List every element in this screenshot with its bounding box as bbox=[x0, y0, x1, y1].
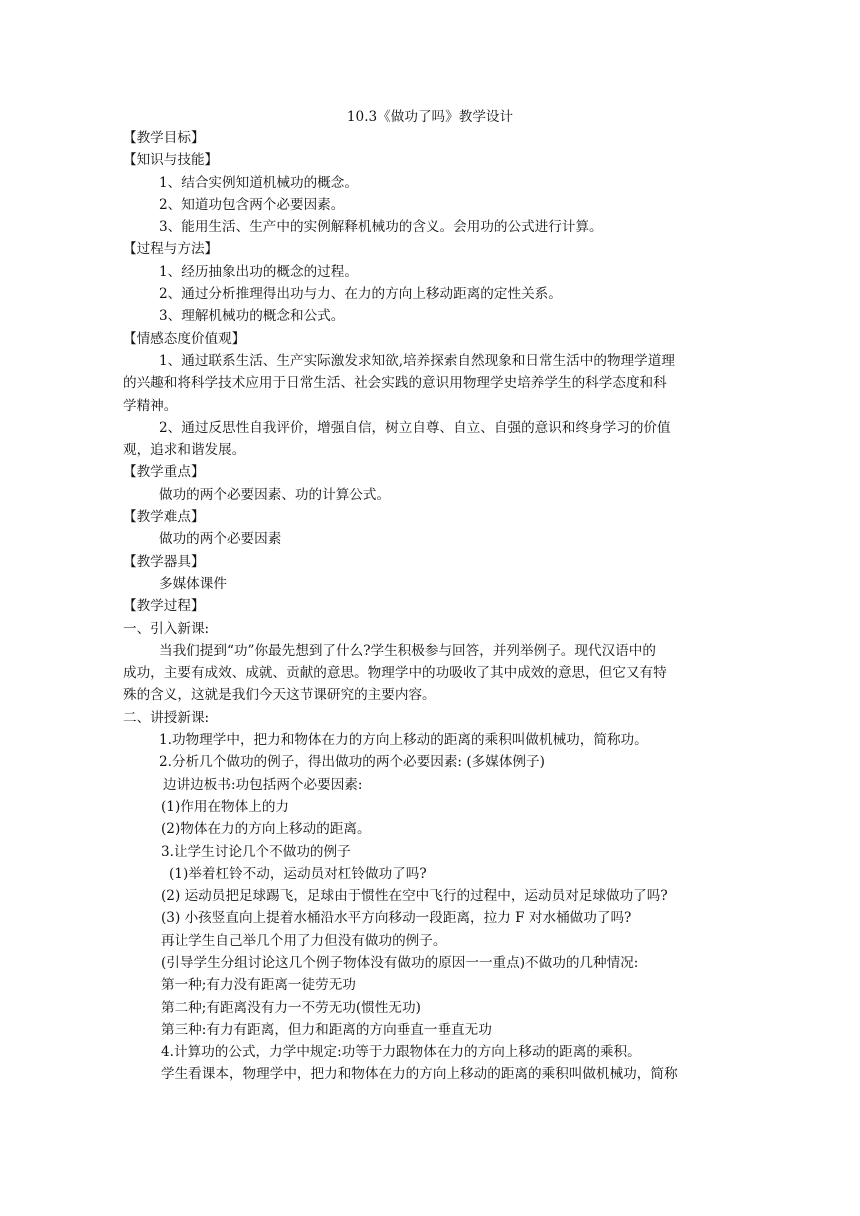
text-line: 1.功物理学中，把力和物体在力的方向上移动的距离的乘积叫做机械功，简称功。 bbox=[159, 732, 648, 749]
text-line: 一、引入新课: bbox=[123, 620, 210, 637]
text-line: 3、理解机械功的概念和公式。 bbox=[159, 308, 345, 325]
text-line: (1)举着杠铃不动，运动员对杠铃做功了吗? bbox=[169, 865, 427, 882]
text-line: 1、结合实例知道机械功的概念。 bbox=[159, 174, 358, 191]
text-line: 3、能用生活、生产中的实例解释机械功的含义。会用功的公式进行计算。 bbox=[159, 219, 603, 236]
text-line: 【教学器具】 bbox=[123, 553, 205, 570]
text-line: 再让学生自己举几个用了力但没有做功的例子。 bbox=[161, 932, 447, 949]
text-line: 殊的含义，这就是我们今天这节课研究的主要内容。 bbox=[123, 687, 436, 704]
text-line: 【知识与技能】 bbox=[123, 152, 219, 169]
text-line: 二、讲授新课: bbox=[123, 709, 210, 726]
text-line: 做功的两个必要因素 bbox=[159, 531, 282, 548]
text-line: 1、通过联系生活、生产实际激发求知欲,培养探索自然现象和日常生活中的物理学道理 bbox=[159, 352, 675, 369]
text-line: (1)作用在物体上的力 bbox=[161, 798, 290, 815]
text-line: 学生看课本，物理学中，把力和物体在力的方向上移动的距离的乘积叫做机械功，简称 bbox=[161, 1066, 678, 1083]
text-line: 2、通过分析推理得出功与力、在力的方向上移动距离的定性关系。 bbox=[159, 286, 562, 303]
text-line: (3) 小孩竖直向上提着水桶沿水平方向移动一段距离，拉力 F 对水桶做功了吗? bbox=[161, 910, 632, 927]
text-line: 【情感态度价值观】 bbox=[123, 330, 246, 347]
text-line: (引导学生分组讨论这几个例子物体没有做功的原因一一重点)不做功的几种情况: bbox=[161, 954, 639, 971]
document-body bbox=[123, 127, 738, 1086]
text-line: 【过程与方法】 bbox=[123, 241, 219, 258]
text-line: 第三种:有力有距离，但力和距离的方向垂直一垂直无功 bbox=[161, 1021, 492, 1038]
text-line: 2.分析几个做功的例子，得出做功的两个必要因素: (多媒体例子) bbox=[159, 754, 545, 771]
text-line: 成功，主要有成效、成就、贡献的意思。物理学中的功吸收了其中成效的意思，但它又有特 bbox=[123, 665, 667, 682]
text-line: 第一种;有力没有距离一徒劳无功 bbox=[161, 977, 356, 994]
text-line: 2、通过反思性自我评价，增强自信，树立自尊、自立、自强的意识和终身学习的价值 bbox=[159, 419, 671, 436]
text-line: 当我们提到“功”你最先想到了什么?学生积极参与回答，并列举例子。现代汉语中的 bbox=[159, 642, 656, 659]
text-line: 的兴趣和将科学技术应用于日常生活、社会实践的意识用物理学史培养学生的科学态度和科 bbox=[123, 375, 667, 392]
text-line: 2、知道功包含两个必要因素。 bbox=[159, 196, 345, 213]
text-line: (2)物体在力的方向上移动的距离。 bbox=[161, 821, 371, 838]
text-line: 第二种;有距离没有力一不劳无功(惯性无功) bbox=[161, 999, 421, 1016]
text-line: 【教学难点】 bbox=[123, 509, 205, 526]
text-line: 1、经历抽象出功的概念的过程。 bbox=[159, 263, 358, 280]
text-line: 【教学目标】 bbox=[123, 130, 205, 146]
text-line: 观，追求和谐发展。 bbox=[123, 442, 246, 459]
text-line: 做功的两个必要因素、功的计算公式。 bbox=[159, 486, 391, 503]
text-line: (2) 运动员把足球踢飞，足球由于惯性在空中飞行的过程中，运动员对足球做功了吗? bbox=[161, 888, 668, 905]
text-line: 4.计算功的公式，力学中规定:功等于力跟物体在力的方向上移动的距离的乘积。 bbox=[161, 1044, 641, 1061]
text-line: 多媒体课件 bbox=[159, 575, 227, 592]
text-line: 边讲边板书:功包括两个必要因素: bbox=[163, 776, 363, 793]
text-line: 【教学过程】 bbox=[123, 598, 205, 615]
text-line: 3.让学生讨论几个不做功的例子 bbox=[161, 843, 351, 860]
text-line: 学精神。 bbox=[123, 397, 178, 414]
document-title: 10.3《做功了吗》教学设计 bbox=[346, 109, 514, 125]
text-line: 【教学重点】 bbox=[123, 464, 205, 481]
